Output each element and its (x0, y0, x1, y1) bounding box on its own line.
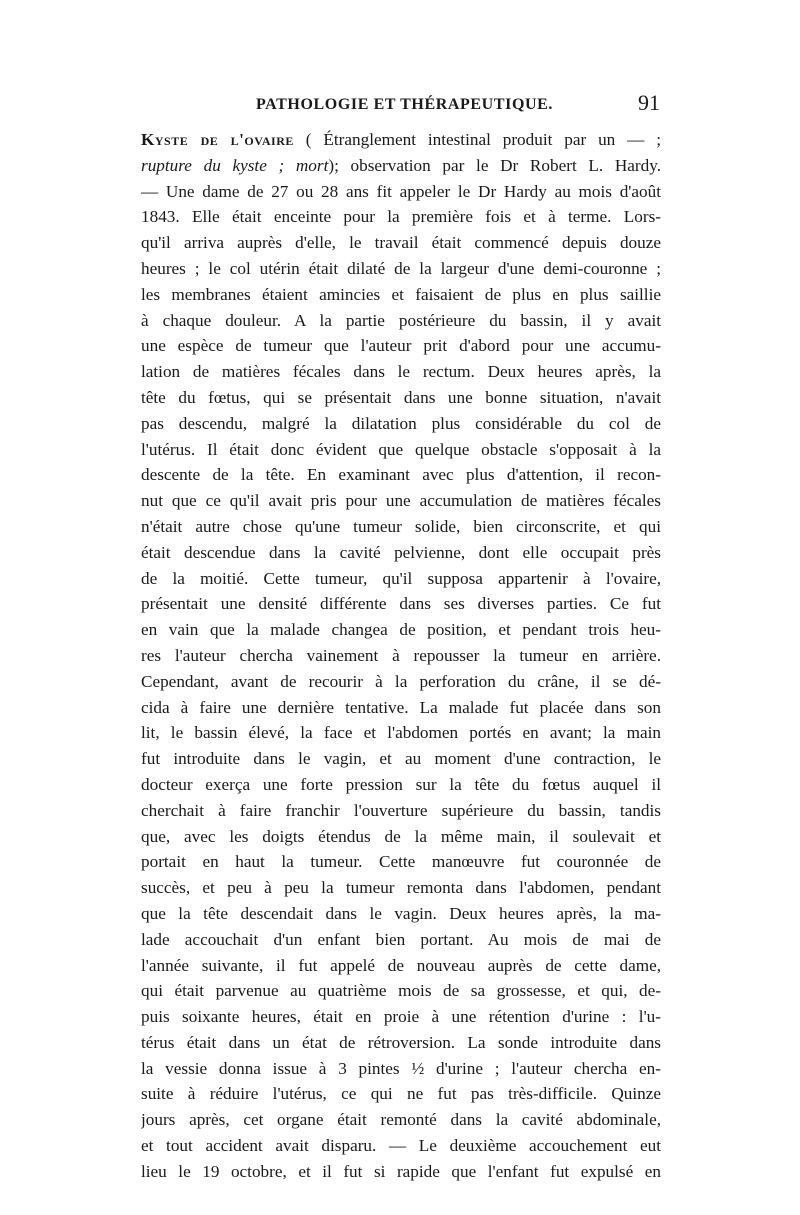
text-line-2-content: ); observation par le Dr Robert L. Hardy. (328, 155, 661, 175)
text-line-1-content: ( Étranglement intestinal produit par un — ; (305, 130, 661, 149)
text-line: jours après, cet organe était remonté dans la cavité abdominale, (141, 1110, 661, 1130)
page-number: 91 (638, 90, 660, 115)
text-line: une espèce de tumeur que l'auteur prit d'abord pour une accumu- (141, 336, 661, 356)
text-line: lation de matières fécales dans le rectum. Deux heures après, la (141, 362, 661, 382)
text-line: était descendue dans la cavité pelvienne, dont elle occupait près (141, 542, 661, 562)
text-line: portait en haut la tumeur. Cette manœuvre fut couronnée de (141, 852, 661, 872)
text-line: res l'auteur chercha vainement à repousser la tumeur en arrière. (141, 645, 661, 665)
text-line: présentait une densité différente dans ses diverses parties. Ce fut (141, 594, 661, 614)
text-line: descente de la tête. En examinant avec plus d'attention, il recon- (141, 465, 661, 485)
text-line: lit, le bassin élevé, la face et l'abdomen portés en avant; la main (141, 723, 661, 743)
text-line: la vessie donna issue à 3 pintes ½ d'urine ; l'auteur chercha en- (141, 1058, 661, 1078)
text-line: docteur exerça une forte pression sur la tête du fœtus auquel il (141, 774, 661, 794)
text-line: nut que ce qu'il avait pris pour une accumulation de matières fécales (141, 491, 661, 511)
text-line: l'utérus. Il était donc évident que quelque obstacle s'opposait à la (141, 439, 661, 459)
text-line: qu'il arriva auprès d'elle, le travail était commencé depuis douze (141, 233, 661, 253)
running-head (130, 92, 660, 122)
text-line: que, avec les doigts étendus de la même main, il soulevait et (141, 826, 661, 846)
text-line: que la tête descendait dans le vagin. Deux heures après, la ma- (141, 903, 661, 923)
text-line: térus était dans un état de rétroversion. La sonde introduite dans (141, 1032, 661, 1052)
text-line-2-italic: rupture du kyste ; mort (141, 155, 329, 175)
text-line: cherchait à faire franchir l'ouverture supérieure du bassin, tandis (141, 800, 661, 820)
text-line: heures ; le col utérin était dilaté de la largeur d'une demi-couronne ; (141, 258, 661, 278)
text-line: 1843. Elle était enceinte pour la première fois et à terme. Lors- (141, 207, 661, 227)
text-line: Cependant, avant de recourir à la perforation du crâne, il se dé- (141, 671, 661, 691)
text-line: l'année suivante, il fut appelé de nouveau auprès de cette dame, (141, 955, 661, 975)
text-line: de la moitié. Cette tumeur, qu'il supposa appartenir à l'ovaire, (141, 568, 661, 588)
text-line: succès, et peu à peu la tumeur remonta dans l'abdomen, pendant (141, 878, 661, 898)
text-line: — Une dame de 27 ou 28 ans fit appeler le Dr Hardy au mois d'août (141, 181, 661, 201)
text-line: qui était parvenue au quatrième mois de sa grossesse, et qui, de- (141, 981, 661, 1001)
text-line: n'était autre chose qu'une tumeur solide, bien circonscrite, et qui (141, 516, 661, 536)
text-line: fut introduite dans le vagin, et au moment d'une contraction, le (141, 749, 661, 769)
text-line: pas descendu, malgré la dilatation plus considérable du col de (141, 413, 661, 433)
text-line: suite à réduire l'utérus, ce qui ne fut pas très-difficile. Quinze (141, 1084, 661, 1104)
text-line: tête du fœtus, qui se présentait dans une bonne situation, n'avait (141, 387, 661, 407)
text-line: les membranes étaient amincies et faisaient de plus en plus saillie (141, 284, 661, 304)
article-body (141, 127, 661, 1185)
text-line: lade accouchait d'un enfant bien portant. Au mois de mai de (141, 929, 661, 949)
text-line: lieu le 19 octobre, et il fut si rapide que l'enfant fut expulsé en (141, 1161, 661, 1181)
text-line-1 (141, 127, 661, 153)
text-line: et tout accident avait disparu. — Le deuxième accouchement eut (141, 1136, 661, 1156)
text-line-2 (141, 153, 661, 179)
text-line: puis soixante heures, était en proie à une rétention d'urine : l'u- (141, 1007, 661, 1027)
text-line: cida à faire une dernière tentative. La malade fut placée dans son (141, 697, 661, 717)
text-line: à chaque douleur. A la partie postérieure du bassin, il y avait (141, 310, 661, 330)
article-heading: Kyste de l'ovaire (141, 130, 294, 149)
running-title: PATHOLOGIE ET THÉRAPEUTIQUE. (256, 96, 554, 113)
text-line: en vain que la malade changea de position, et pendant trois heu- (141, 620, 661, 640)
